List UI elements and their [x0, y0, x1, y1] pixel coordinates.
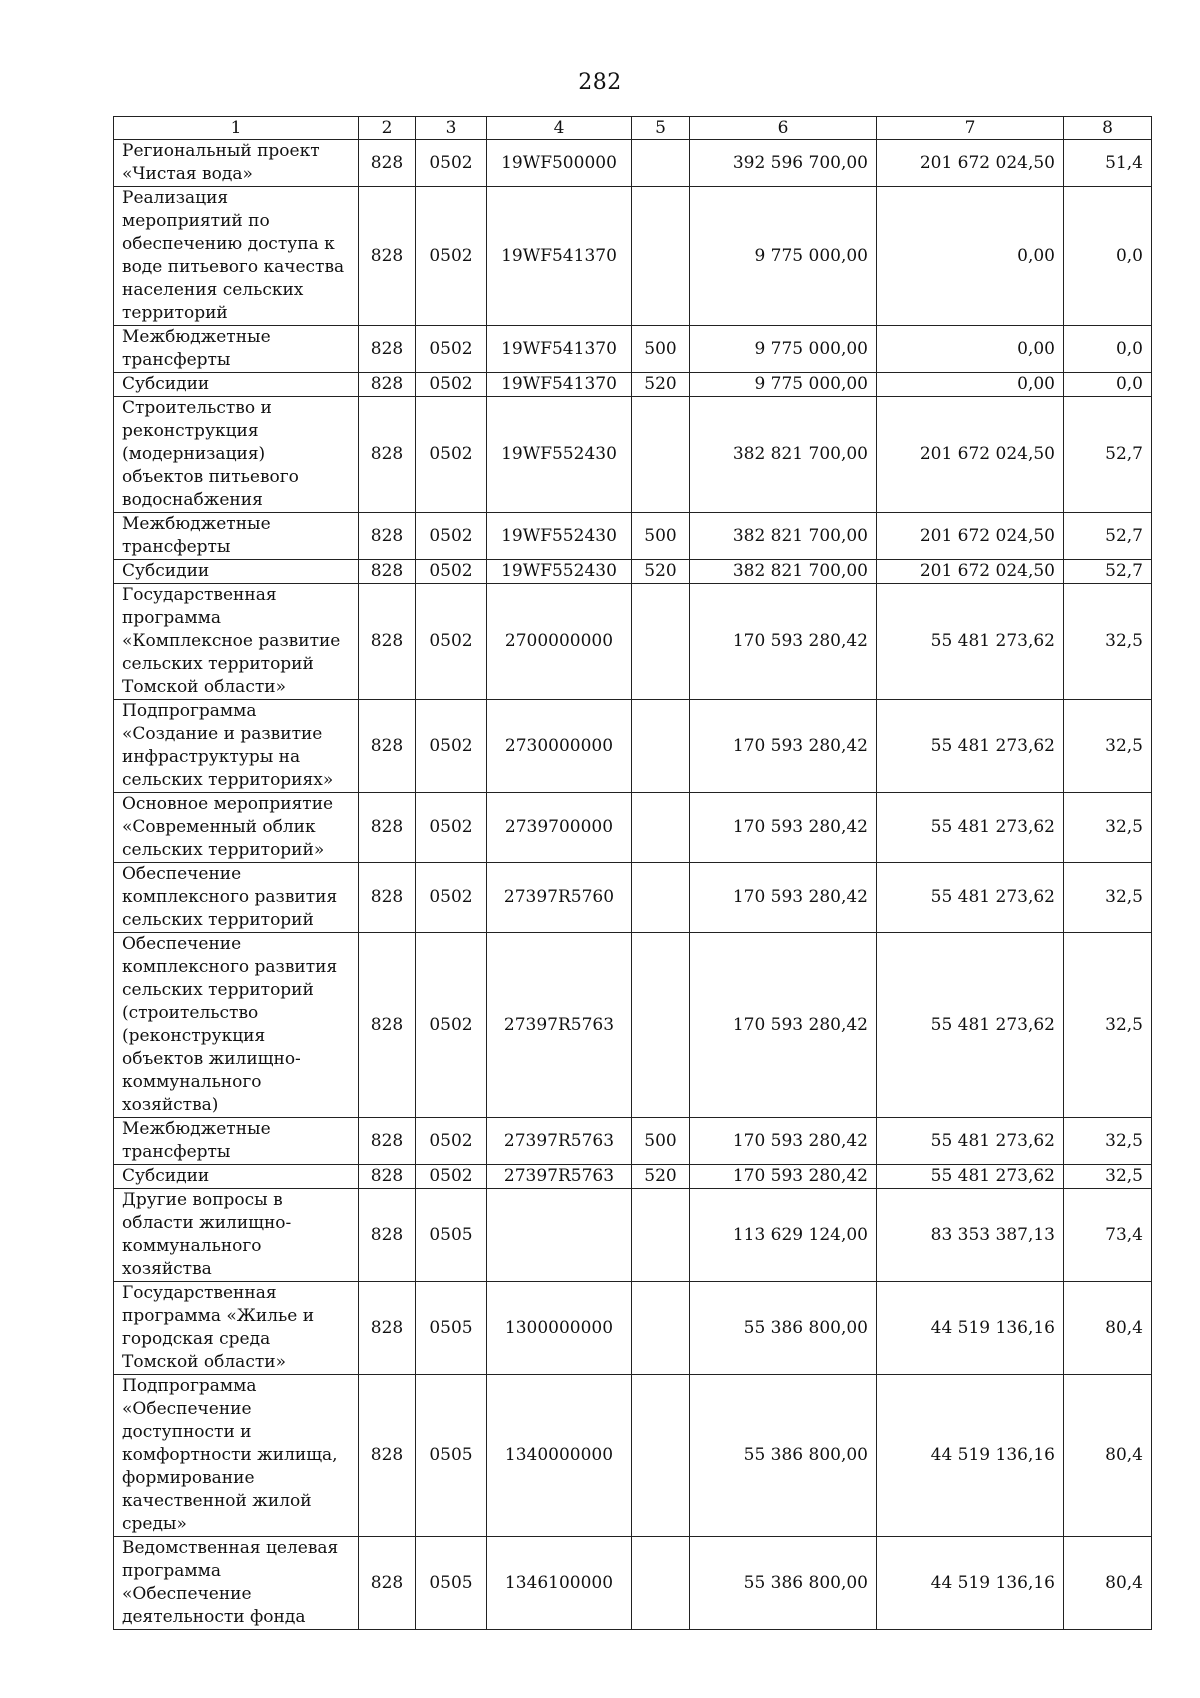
- row-percent: 0,0: [1064, 326, 1152, 373]
- column-header: 5: [632, 117, 690, 140]
- row-section-code: 0502: [416, 560, 487, 584]
- row-target-article: 19WF552430: [487, 397, 632, 513]
- table-row: [114, 187, 1152, 326]
- table-row: [114, 863, 1152, 933]
- row-target-article: 27397R5763: [487, 1165, 632, 1189]
- column-header: 4: [487, 117, 632, 140]
- row-target-article: 19WF541370: [487, 187, 632, 326]
- row-plan-amount: 9 775 000,00: [690, 326, 877, 373]
- row-fact-amount: 55 481 273,62: [877, 1165, 1064, 1189]
- row-percent: 80,4: [1064, 1375, 1152, 1537]
- row-gr-code: 828: [359, 187, 416, 326]
- table-row: [114, 373, 1152, 397]
- row-expense-type: [632, 1282, 690, 1375]
- row-gr-code: 828: [359, 513, 416, 560]
- row-plan-amount: 113 629 124,00: [690, 1189, 877, 1282]
- row-fact-amount: 201 672 024,50: [877, 513, 1064, 560]
- row-section-code: 0502: [416, 373, 487, 397]
- row-target-article: 19WF541370: [487, 373, 632, 397]
- column-header: 6: [690, 117, 877, 140]
- row-section-code: 0502: [416, 397, 487, 513]
- row-section-code: 0502: [416, 863, 487, 933]
- row-percent: 52,7: [1064, 513, 1152, 560]
- row-section-code: 0502: [416, 793, 487, 863]
- row-expense-type: [632, 700, 690, 793]
- row-section-code: 0505: [416, 1375, 487, 1537]
- row-plan-amount: 170 593 280,42: [690, 700, 877, 793]
- row-percent: 80,4: [1064, 1537, 1152, 1630]
- column-header: 7: [877, 117, 1064, 140]
- row-expense-type: [632, 793, 690, 863]
- row-plan-amount: 9 775 000,00: [690, 373, 877, 397]
- table-row: [114, 793, 1152, 863]
- row-name: Подпрограмма «Обеспечение доступности и комфортности жилища, формирование качественной жилой среды»: [114, 1375, 359, 1537]
- table-row: [114, 326, 1152, 373]
- row-expense-type: [632, 584, 690, 700]
- row-name: Субсидии: [114, 373, 359, 397]
- row-gr-code: 828: [359, 397, 416, 513]
- row-plan-amount: 170 593 280,42: [690, 933, 877, 1118]
- row-plan-amount: 55 386 800,00: [690, 1537, 877, 1630]
- row-target-article: 19WF541370: [487, 326, 632, 373]
- row-target-article: 19WF500000: [487, 140, 632, 187]
- row-percent: 32,5: [1064, 863, 1152, 933]
- row-expense-type: [632, 1375, 690, 1537]
- table-row: [114, 700, 1152, 793]
- row-plan-amount: 55 386 800,00: [690, 1375, 877, 1537]
- row-target-article: 2700000000: [487, 584, 632, 700]
- row-gr-code: 828: [359, 326, 416, 373]
- table-row: [114, 1537, 1152, 1630]
- row-fact-amount: 201 672 024,50: [877, 397, 1064, 513]
- row-expense-type: [632, 1537, 690, 1630]
- row-target-article: 27397R5763: [487, 1118, 632, 1165]
- row-expense-type: [632, 140, 690, 187]
- row-section-code: 0502: [416, 513, 487, 560]
- row-fact-amount: 55 481 273,62: [877, 700, 1064, 793]
- row-target-article: 2739700000: [487, 793, 632, 863]
- budget-table: [113, 116, 1152, 1630]
- row-percent: 52,7: [1064, 560, 1152, 584]
- row-fact-amount: 44 519 136,16: [877, 1282, 1064, 1375]
- row-section-code: 0502: [416, 140, 487, 187]
- row-name: Строительство и реконструкция (модернизация) объектов питьевого водоснабжения: [114, 397, 359, 513]
- row-fact-amount: 0,00: [877, 187, 1064, 326]
- row-fact-amount: 201 672 024,50: [877, 140, 1064, 187]
- row-section-code: 0502: [416, 700, 487, 793]
- column-header: 3: [416, 117, 487, 140]
- row-gr-code: 828: [359, 793, 416, 863]
- table-row: [114, 1282, 1152, 1375]
- row-section-code: 0502: [416, 933, 487, 1118]
- row-percent: 51,4: [1064, 140, 1152, 187]
- row-section-code: 0502: [416, 584, 487, 700]
- row-name: Другие вопросы в области жилищно-коммунального хозяйства: [114, 1189, 359, 1282]
- row-section-code: 0502: [416, 1118, 487, 1165]
- row-gr-code: 828: [359, 373, 416, 397]
- table-row: [114, 397, 1152, 513]
- row-section-code: 0505: [416, 1189, 487, 1282]
- row-gr-code: 828: [359, 1282, 416, 1375]
- row-plan-amount: 382 821 700,00: [690, 397, 877, 513]
- column-header: 8: [1064, 117, 1152, 140]
- row-gr-code: 828: [359, 1189, 416, 1282]
- row-fact-amount: 55 481 273,62: [877, 933, 1064, 1118]
- table-row: [114, 584, 1152, 700]
- row-percent: 32,5: [1064, 793, 1152, 863]
- table-row: [114, 560, 1152, 584]
- row-percent: 32,5: [1064, 700, 1152, 793]
- table-row: [114, 1375, 1152, 1537]
- table-row: [114, 1165, 1152, 1189]
- row-expense-type: [632, 863, 690, 933]
- row-expense-type: 500: [632, 513, 690, 560]
- row-name: Государственная программа «Жилье и городская среда Томской области»: [114, 1282, 359, 1375]
- row-percent: 0,0: [1064, 187, 1152, 326]
- row-expense-type: [632, 187, 690, 326]
- row-percent: 32,5: [1064, 1118, 1152, 1165]
- row-name: Основное мероприятие «Современный облик сельских территорий»: [114, 793, 359, 863]
- row-plan-amount: 170 593 280,42: [690, 863, 877, 933]
- row-gr-code: 828: [359, 700, 416, 793]
- row-name: Межбюджетные трансферты: [114, 1118, 359, 1165]
- row-expense-type: 500: [632, 326, 690, 373]
- column-header: 2: [359, 117, 416, 140]
- row-expense-type: [632, 397, 690, 513]
- row-plan-amount: 55 386 800,00: [690, 1282, 877, 1375]
- row-percent: 32,5: [1064, 584, 1152, 700]
- row-target-article: 19WF552430: [487, 560, 632, 584]
- row-name: Межбюджетные трансферты: [114, 326, 359, 373]
- row-gr-code: 828: [359, 1118, 416, 1165]
- row-name: Подпрограмма «Создание и развитие инфраструктуры на сельских территориях»: [114, 700, 359, 793]
- row-name: Субсидии: [114, 1165, 359, 1189]
- row-gr-code: 828: [359, 1375, 416, 1537]
- row-target-article: 2730000000: [487, 700, 632, 793]
- row-target-article: 27397R5760: [487, 863, 632, 933]
- row-name: Ведомственная целевая программа «Обеспечение деятельности фонда: [114, 1537, 359, 1630]
- row-name: Региональный проект «Чистая вода»: [114, 140, 359, 187]
- row-percent: 73,4: [1064, 1189, 1152, 1282]
- row-fact-amount: 0,00: [877, 326, 1064, 373]
- row-name: Обеспечение комплексного развития сельских территорий (строительство (реконструкция объектов жилищно-коммунального хозяйства): [114, 933, 359, 1118]
- row-section-code: 0502: [416, 326, 487, 373]
- row-fact-amount: 55 481 273,62: [877, 793, 1064, 863]
- row-gr-code: 828: [359, 1537, 416, 1630]
- row-percent: 0,0: [1064, 373, 1152, 397]
- row-section-code: 0505: [416, 1537, 487, 1630]
- row-section-code: 0502: [416, 187, 487, 326]
- row-section-code: 0505: [416, 1282, 487, 1375]
- table-body: [114, 140, 1152, 1630]
- row-gr-code: 828: [359, 933, 416, 1118]
- table-row: [114, 140, 1152, 187]
- row-gr-code: 828: [359, 1165, 416, 1189]
- row-fact-amount: 44 519 136,16: [877, 1537, 1064, 1630]
- row-fact-amount: 55 481 273,62: [877, 863, 1064, 933]
- row-name: Обеспечение комплексного развития сельских территорий: [114, 863, 359, 933]
- row-expense-type: 520: [632, 373, 690, 397]
- row-plan-amount: 392 596 700,00: [690, 140, 877, 187]
- row-plan-amount: 382 821 700,00: [690, 560, 877, 584]
- header-row: [114, 117, 1152, 140]
- row-name: Реализация мероприятий по обеспечению доступа к воде питьевого качества населения сельских территорий: [114, 187, 359, 326]
- row-gr-code: 828: [359, 863, 416, 933]
- row-target-article: [487, 1189, 632, 1282]
- row-percent: 80,4: [1064, 1282, 1152, 1375]
- column-header: 1: [114, 117, 359, 140]
- row-fact-amount: 55 481 273,62: [877, 584, 1064, 700]
- table-row: [114, 1118, 1152, 1165]
- row-expense-type: [632, 933, 690, 1118]
- table-row: [114, 513, 1152, 560]
- table-row: [114, 1189, 1152, 1282]
- row-plan-amount: 170 593 280,42: [690, 1118, 877, 1165]
- row-fact-amount: 83 353 387,13: [877, 1189, 1064, 1282]
- row-target-article: 1300000000: [487, 1282, 632, 1375]
- row-plan-amount: 9 775 000,00: [690, 187, 877, 326]
- row-target-article: 1346100000: [487, 1537, 632, 1630]
- row-target-article: 27397R5763: [487, 933, 632, 1118]
- row-name: Межбюджетные трансферты: [114, 513, 359, 560]
- row-gr-code: 828: [359, 140, 416, 187]
- row-percent: 32,5: [1064, 1165, 1152, 1189]
- row-plan-amount: 170 593 280,42: [690, 584, 877, 700]
- row-section-code: 0502: [416, 1165, 487, 1189]
- row-plan-amount: 170 593 280,42: [690, 1165, 877, 1189]
- row-expense-type: 520: [632, 1165, 690, 1189]
- row-gr-code: 828: [359, 584, 416, 700]
- row-fact-amount: 0,00: [877, 373, 1064, 397]
- page-number: 282: [578, 70, 622, 95]
- row-percent: 52,7: [1064, 397, 1152, 513]
- row-gr-code: 828: [359, 560, 416, 584]
- row-fact-amount: 201 672 024,50: [877, 560, 1064, 584]
- row-expense-type: [632, 1189, 690, 1282]
- table-row: [114, 933, 1152, 1118]
- row-expense-type: 520: [632, 560, 690, 584]
- row-fact-amount: 55 481 273,62: [877, 1118, 1064, 1165]
- row-name: Субсидии: [114, 560, 359, 584]
- row-name: Государственная программа «Комплексное развитие сельских территорий Томской области»: [114, 584, 359, 700]
- row-expense-type: 500: [632, 1118, 690, 1165]
- row-plan-amount: 382 821 700,00: [690, 513, 877, 560]
- row-target-article: 19WF552430: [487, 513, 632, 560]
- row-plan-amount: 170 593 280,42: [690, 793, 877, 863]
- row-target-article: 1340000000: [487, 1375, 632, 1537]
- row-percent: 32,5: [1064, 933, 1152, 1118]
- row-fact-amount: 44 519 136,16: [877, 1375, 1064, 1537]
